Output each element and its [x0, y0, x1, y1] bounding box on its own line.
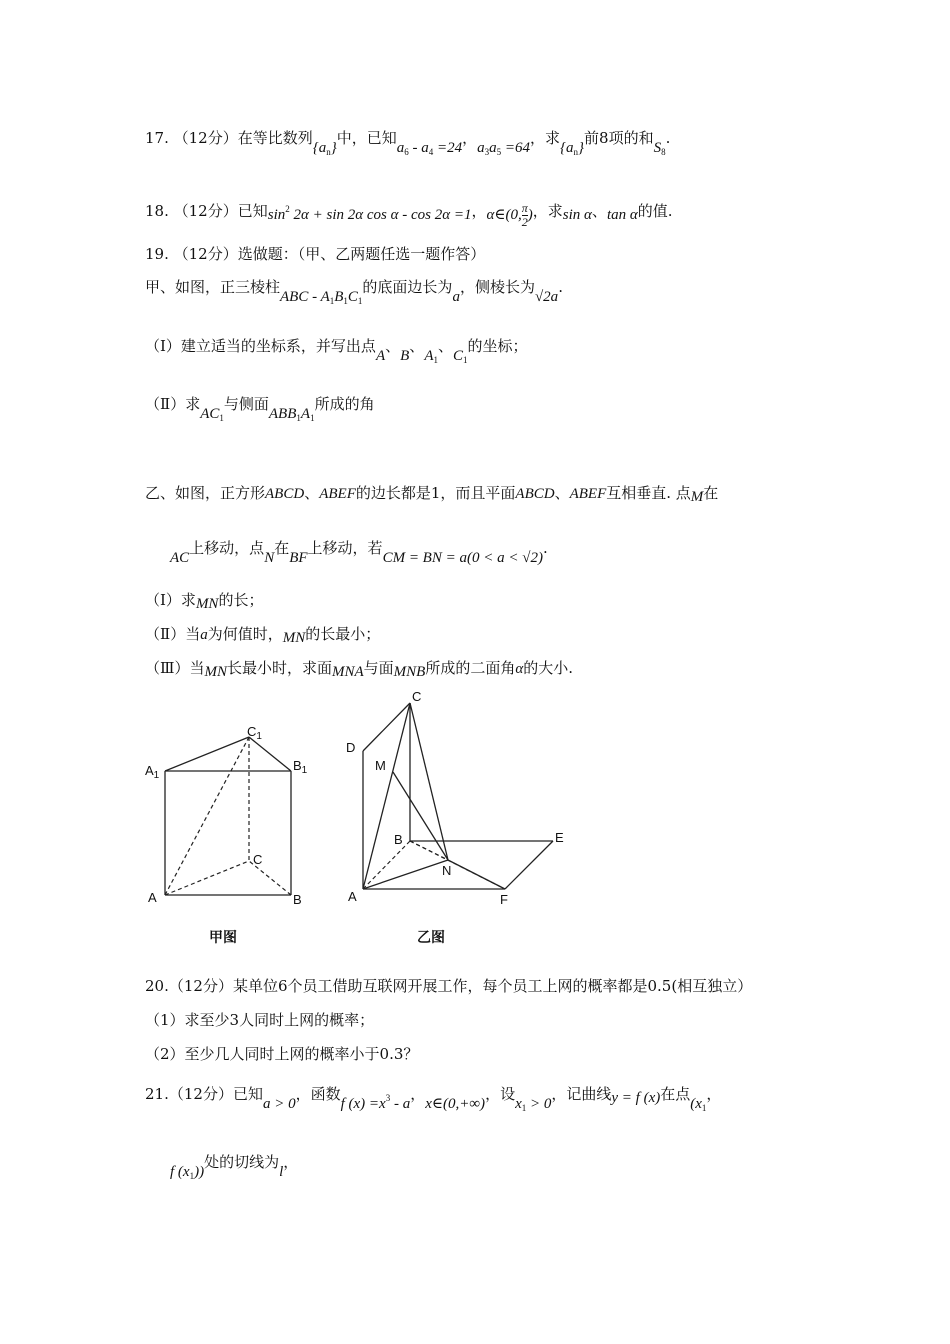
- jia-p1-C1-sub: 1: [463, 355, 468, 365]
- q21-fx1: [170, 1164, 204, 1180]
- question-20-line1: 20.（12分）某单位6个员工借助互联网开展工作，每个员工上网的概率都是0.5(相互独立）: [145, 977, 753, 995]
- q17-text-a: 在等比数列: [237, 129, 313, 147]
- q18-domain: [486, 201, 533, 230]
- figure-yi-caption: 乙图: [417, 930, 445, 946]
- jia-a: a: [452, 289, 460, 305]
- yi-bf: BF: [289, 550, 308, 566]
- q21-score: （12分）: [168, 1085, 233, 1103]
- q17-eq2-s3: 3: [484, 147, 490, 157]
- yi-p3-mn: MN: [204, 664, 227, 680]
- q21-text-f: 处的切线为: [204, 1153, 280, 1171]
- q21-fx1-b: )): [194, 1164, 205, 1180]
- q17-eq1-s4: 4: [428, 147, 434, 157]
- q17-score: （12分）: [173, 129, 238, 147]
- yi-m: M: [690, 489, 704, 505]
- jia-p1-sep3: 、: [437, 337, 453, 355]
- jia-p1-B: B: [400, 348, 410, 364]
- question-21-line1: [145, 1079, 722, 1113]
- q18-text-c: 的值.: [637, 202, 673, 220]
- q17-an2-sub: n: [573, 147, 579, 157]
- yi-abef1: ABEF: [319, 486, 356, 502]
- yi-p1-b: 的长；: [218, 591, 264, 609]
- q21-text-d: ，记曲线: [551, 1085, 612, 1103]
- q17-eq1: [397, 140, 462, 156]
- diagonal-a-c1: [165, 737, 249, 895]
- jia-sqrt: √2a: [534, 289, 559, 305]
- jia-p1-label: （Ⅰ）建立适当的坐标系，并写出点: [145, 337, 376, 355]
- jia-p1-C1: [453, 348, 468, 364]
- q19-jia-intro: [145, 277, 563, 306]
- q18-expr-b: 2α + sin 2α cos α - cos 2α =1: [289, 207, 472, 223]
- jia-p2-AC1-sub: 1: [219, 413, 224, 423]
- yi-p3-mna: MNA: [331, 664, 364, 680]
- q18-tan: tan α: [606, 207, 638, 223]
- question-20-line2: （1）求至少3人同时上网的概率；: [145, 1011, 375, 1029]
- q17-eq1-c: =24: [433, 140, 463, 156]
- q19-yi-part3: [145, 658, 573, 679]
- yi-text-d: 在: [703, 484, 719, 502]
- yi-p3-d: 所成的二面角: [425, 659, 516, 677]
- q21-function: [340, 1093, 411, 1112]
- label-a: A: [348, 889, 357, 904]
- edge-b1-c1: [249, 737, 291, 771]
- q17-period: .: [665, 129, 671, 147]
- q21-f-b: - a: [390, 1096, 411, 1112]
- yi-p2-c: 的长最小；: [305, 625, 381, 643]
- jia-prism-s3: 1: [357, 296, 363, 306]
- jia-p2-face-b: A: [300, 406, 311, 422]
- q18-expr-sup: 2: [285, 204, 290, 214]
- edge-a-b: [363, 841, 410, 889]
- yi-p3-c: 与面: [363, 659, 394, 677]
- yi-period: .: [542, 539, 548, 557]
- q19-yi-intro: [145, 483, 718, 504]
- edge-d-c: [363, 703, 410, 751]
- q18-number: 18.: [145, 202, 169, 220]
- label-a: A: [148, 890, 157, 905]
- jia-p2-face-sub2: 1: [310, 413, 315, 423]
- q21-x1-sub: 1: [521, 1103, 527, 1113]
- q21-domain: x∈(0,+∞): [425, 1096, 486, 1112]
- jia-prism-b: B: [334, 289, 344, 305]
- question-18: [145, 196, 673, 230]
- yi-n: N: [264, 550, 275, 566]
- label-b1-sub: 1: [301, 765, 308, 776]
- edge-a-c: [165, 861, 249, 895]
- jia-prism: [280, 289, 362, 305]
- q18-frac-num: π: [521, 201, 528, 216]
- q17-sequence-an: [313, 140, 337, 156]
- q21-comma1: ，: [410, 1085, 426, 1103]
- segment-a-n: [363, 860, 448, 889]
- q21-x1-letter: x: [515, 1096, 522, 1112]
- jia-p1-sep1: 、: [385, 337, 401, 355]
- q17-number: 17.: [145, 129, 169, 147]
- q18-domain-b: ): [527, 207, 533, 223]
- q21-pt: (x: [690, 1096, 702, 1112]
- yi-text-e: 上移动，点: [189, 539, 265, 557]
- jia-p2-label: （Ⅱ）求: [145, 395, 201, 413]
- q21-fx1-a: f (x: [170, 1164, 190, 1180]
- label-a1-letter: A: [145, 763, 154, 778]
- q17-an1-end: }: [330, 140, 337, 156]
- figure-jia-caption: 甲图: [209, 930, 237, 946]
- label-b1-letter: B: [293, 758, 302, 773]
- yi-p3-b: 长最小时，求面: [226, 659, 332, 677]
- yi-p1-mn: MN: [195, 596, 219, 612]
- jia-p1-sep2: 、: [409, 337, 425, 355]
- jia-period: .: [558, 278, 563, 296]
- jia-p2-end: 所成的角: [314, 395, 375, 413]
- q17-an2: {a: [560, 140, 574, 156]
- yi-p2-mn: MN: [282, 630, 306, 646]
- q17-eq2-a: a: [477, 140, 485, 156]
- jia-p2-face: [269, 406, 315, 422]
- q17-s8-sub: 8: [661, 147, 666, 157]
- q21-text-c: ，设: [485, 1085, 516, 1103]
- yi-text-f: 在: [274, 539, 290, 557]
- q21-f-sup: 3: [385, 1093, 391, 1103]
- yi-p3-e: 的大小.: [523, 659, 574, 677]
- yi-abef2: ABEF: [569, 486, 607, 502]
- q17-eq1-s6: 6: [404, 147, 409, 157]
- q21-fx1-sub: 1: [189, 1171, 195, 1181]
- jia-p1-C1-letter: C: [453, 348, 464, 364]
- yi-text-b: 的边长都是1，而且平面: [355, 484, 516, 502]
- q21-l: l: [279, 1164, 284, 1180]
- question-20-line3: （2）至少几人同时上网的概率小于0.3？: [145, 1045, 419, 1063]
- yi-ac: AC: [170, 550, 190, 566]
- q17-text-c: ，求: [530, 129, 561, 147]
- jia-p2-mid: 与侧面: [223, 395, 269, 413]
- jia-p1-A: A: [375, 348, 386, 364]
- q18-comma: ，: [471, 202, 487, 220]
- q19-yi-part2: [145, 624, 380, 645]
- question-21-line2: [170, 1152, 299, 1181]
- jia-p1-A1-sub: 1: [433, 355, 438, 365]
- segment-c-f-region: [410, 703, 448, 860]
- yi-text-a: 乙、如图，正方形: [145, 484, 266, 502]
- yi-cond: CM = BN = a(0 < a < √2): [382, 550, 543, 566]
- yi-p3-a: （Ⅲ）当: [145, 659, 205, 677]
- yi-p3-mnb: MNB: [393, 664, 426, 680]
- jia-text-a: 甲、如图，正三棱柱: [145, 278, 281, 296]
- yi-text-g: 上移动，若: [307, 539, 383, 557]
- q19-yi-part1: [145, 590, 263, 611]
- question-19-header: 19. （12分）选做题：（甲、乙两题任选一题作答）: [145, 245, 486, 263]
- q21-text-e: 在点: [660, 1085, 691, 1103]
- q17-an1: {a: [312, 140, 327, 156]
- q18-domain-a: α∈(0,: [486, 207, 522, 223]
- question-17: [145, 128, 671, 157]
- label-b: B: [293, 892, 302, 907]
- q18-score: （12分）: [173, 202, 238, 220]
- jia-prism-s1: 1: [329, 296, 335, 306]
- q19-jia-part1: [145, 336, 528, 365]
- jia-p2-AC1-letter: AC: [200, 406, 220, 422]
- q21-pt-sub: 1: [701, 1103, 707, 1113]
- yi-text-c: 互相垂直. 点: [606, 484, 691, 502]
- edge-a1-c1: [165, 737, 249, 771]
- jia-text-b: 的底面边长为: [362, 278, 453, 296]
- label-a1-sub: 1: [153, 770, 160, 781]
- q21-x1: [515, 1096, 551, 1112]
- yi-abcd2: ABCD: [515, 486, 555, 502]
- yi-sep2: 、: [554, 484, 570, 502]
- yi-p2-b: 为何值时，: [207, 625, 283, 643]
- jia-p2-face-a: ABB: [268, 406, 297, 422]
- yi-p2-av: a: [200, 627, 208, 643]
- edge-e-f: [505, 841, 553, 889]
- jia-p2-AC1: [200, 406, 224, 422]
- q17-eq2-c: =64: [501, 140, 531, 156]
- q17-eq1-a: a: [396, 140, 405, 156]
- jia-p1-end: 的坐标；: [467, 337, 528, 355]
- label-c: C: [253, 852, 263, 867]
- jia-p1-A1: [424, 348, 438, 364]
- q17-s8: [654, 140, 666, 156]
- q17-comma1: ，: [462, 129, 478, 147]
- q17-eq2-s5: 5: [496, 147, 502, 157]
- label-c: C: [412, 689, 422, 704]
- q18-text-a: 已知: [237, 202, 268, 220]
- q18-sep: 、: [591, 202, 607, 220]
- jia-p2-face-sub: 1: [296, 413, 301, 423]
- q19-jia-part2: [145, 394, 375, 423]
- jia-p1-A1-letter: A: [424, 348, 434, 364]
- q21-text-a: 已知: [232, 1085, 263, 1103]
- q21-curve: y = f (x): [611, 1090, 661, 1106]
- q17-an1-sub: n: [326, 147, 331, 157]
- label-e: E: [555, 830, 564, 845]
- label-a1: [145, 763, 160, 781]
- label-f: F: [500, 892, 508, 907]
- edge-a-c: [363, 703, 410, 889]
- q17-text-b: 中，已知: [336, 129, 397, 147]
- yi-abcd1: ABCD: [265, 486, 305, 502]
- q21-f-a: f (x) =x: [340, 1096, 386, 1112]
- yi-p1-a: （Ⅰ）求: [145, 591, 196, 609]
- q17-eq2: [477, 140, 530, 156]
- figure-jia-prism: [140, 720, 320, 915]
- label-m: M: [375, 758, 386, 773]
- jia-prism-c: C: [347, 289, 358, 305]
- yi-p3-alpha: α: [515, 661, 524, 677]
- label-c1-letter: C: [247, 724, 257, 739]
- q21-cond-a: a > 0: [262, 1096, 296, 1112]
- q17-s8-letter: S: [653, 140, 662, 156]
- q21-text-b: ，函数: [295, 1085, 341, 1103]
- q17-text-d: 前8项的和: [584, 129, 654, 147]
- q19-yi-condition: [170, 538, 548, 566]
- q18-equation: [267, 204, 472, 223]
- figure-yi-squares: [340, 686, 580, 911]
- q18-text-b: ，求: [532, 202, 563, 220]
- q21-comma3: ，: [283, 1153, 299, 1171]
- yi-p2-a: （Ⅱ）当: [145, 625, 201, 643]
- yi-sep1: 、: [304, 484, 320, 502]
- q18-expr: sin: [267, 207, 286, 223]
- q17-eq2-b: a: [489, 140, 497, 156]
- label-n: N: [442, 863, 452, 878]
- q17-eq1-b: - a: [408, 140, 429, 156]
- q21-point: [690, 1096, 706, 1112]
- jia-prism-s2: 1: [343, 296, 348, 306]
- q17-an2-end: }: [578, 140, 585, 156]
- label-c1-sub: 1: [256, 731, 262, 742]
- q17-sequence-an-2: [560, 140, 584, 156]
- label-b: B: [394, 832, 403, 847]
- jia-prism-a: ABC - A: [280, 289, 330, 305]
- q21-x1-b: > 0: [526, 1096, 552, 1112]
- q18-sin: sin α: [562, 207, 592, 223]
- q18-frac-den: 2: [521, 215, 528, 230]
- label-d: D: [346, 740, 356, 755]
- jia-text-c: ，侧棱长为: [459, 278, 535, 296]
- q21-comma2: ，: [706, 1085, 722, 1103]
- label-b1: [293, 758, 308, 776]
- q21-number: 21.: [145, 1085, 169, 1103]
